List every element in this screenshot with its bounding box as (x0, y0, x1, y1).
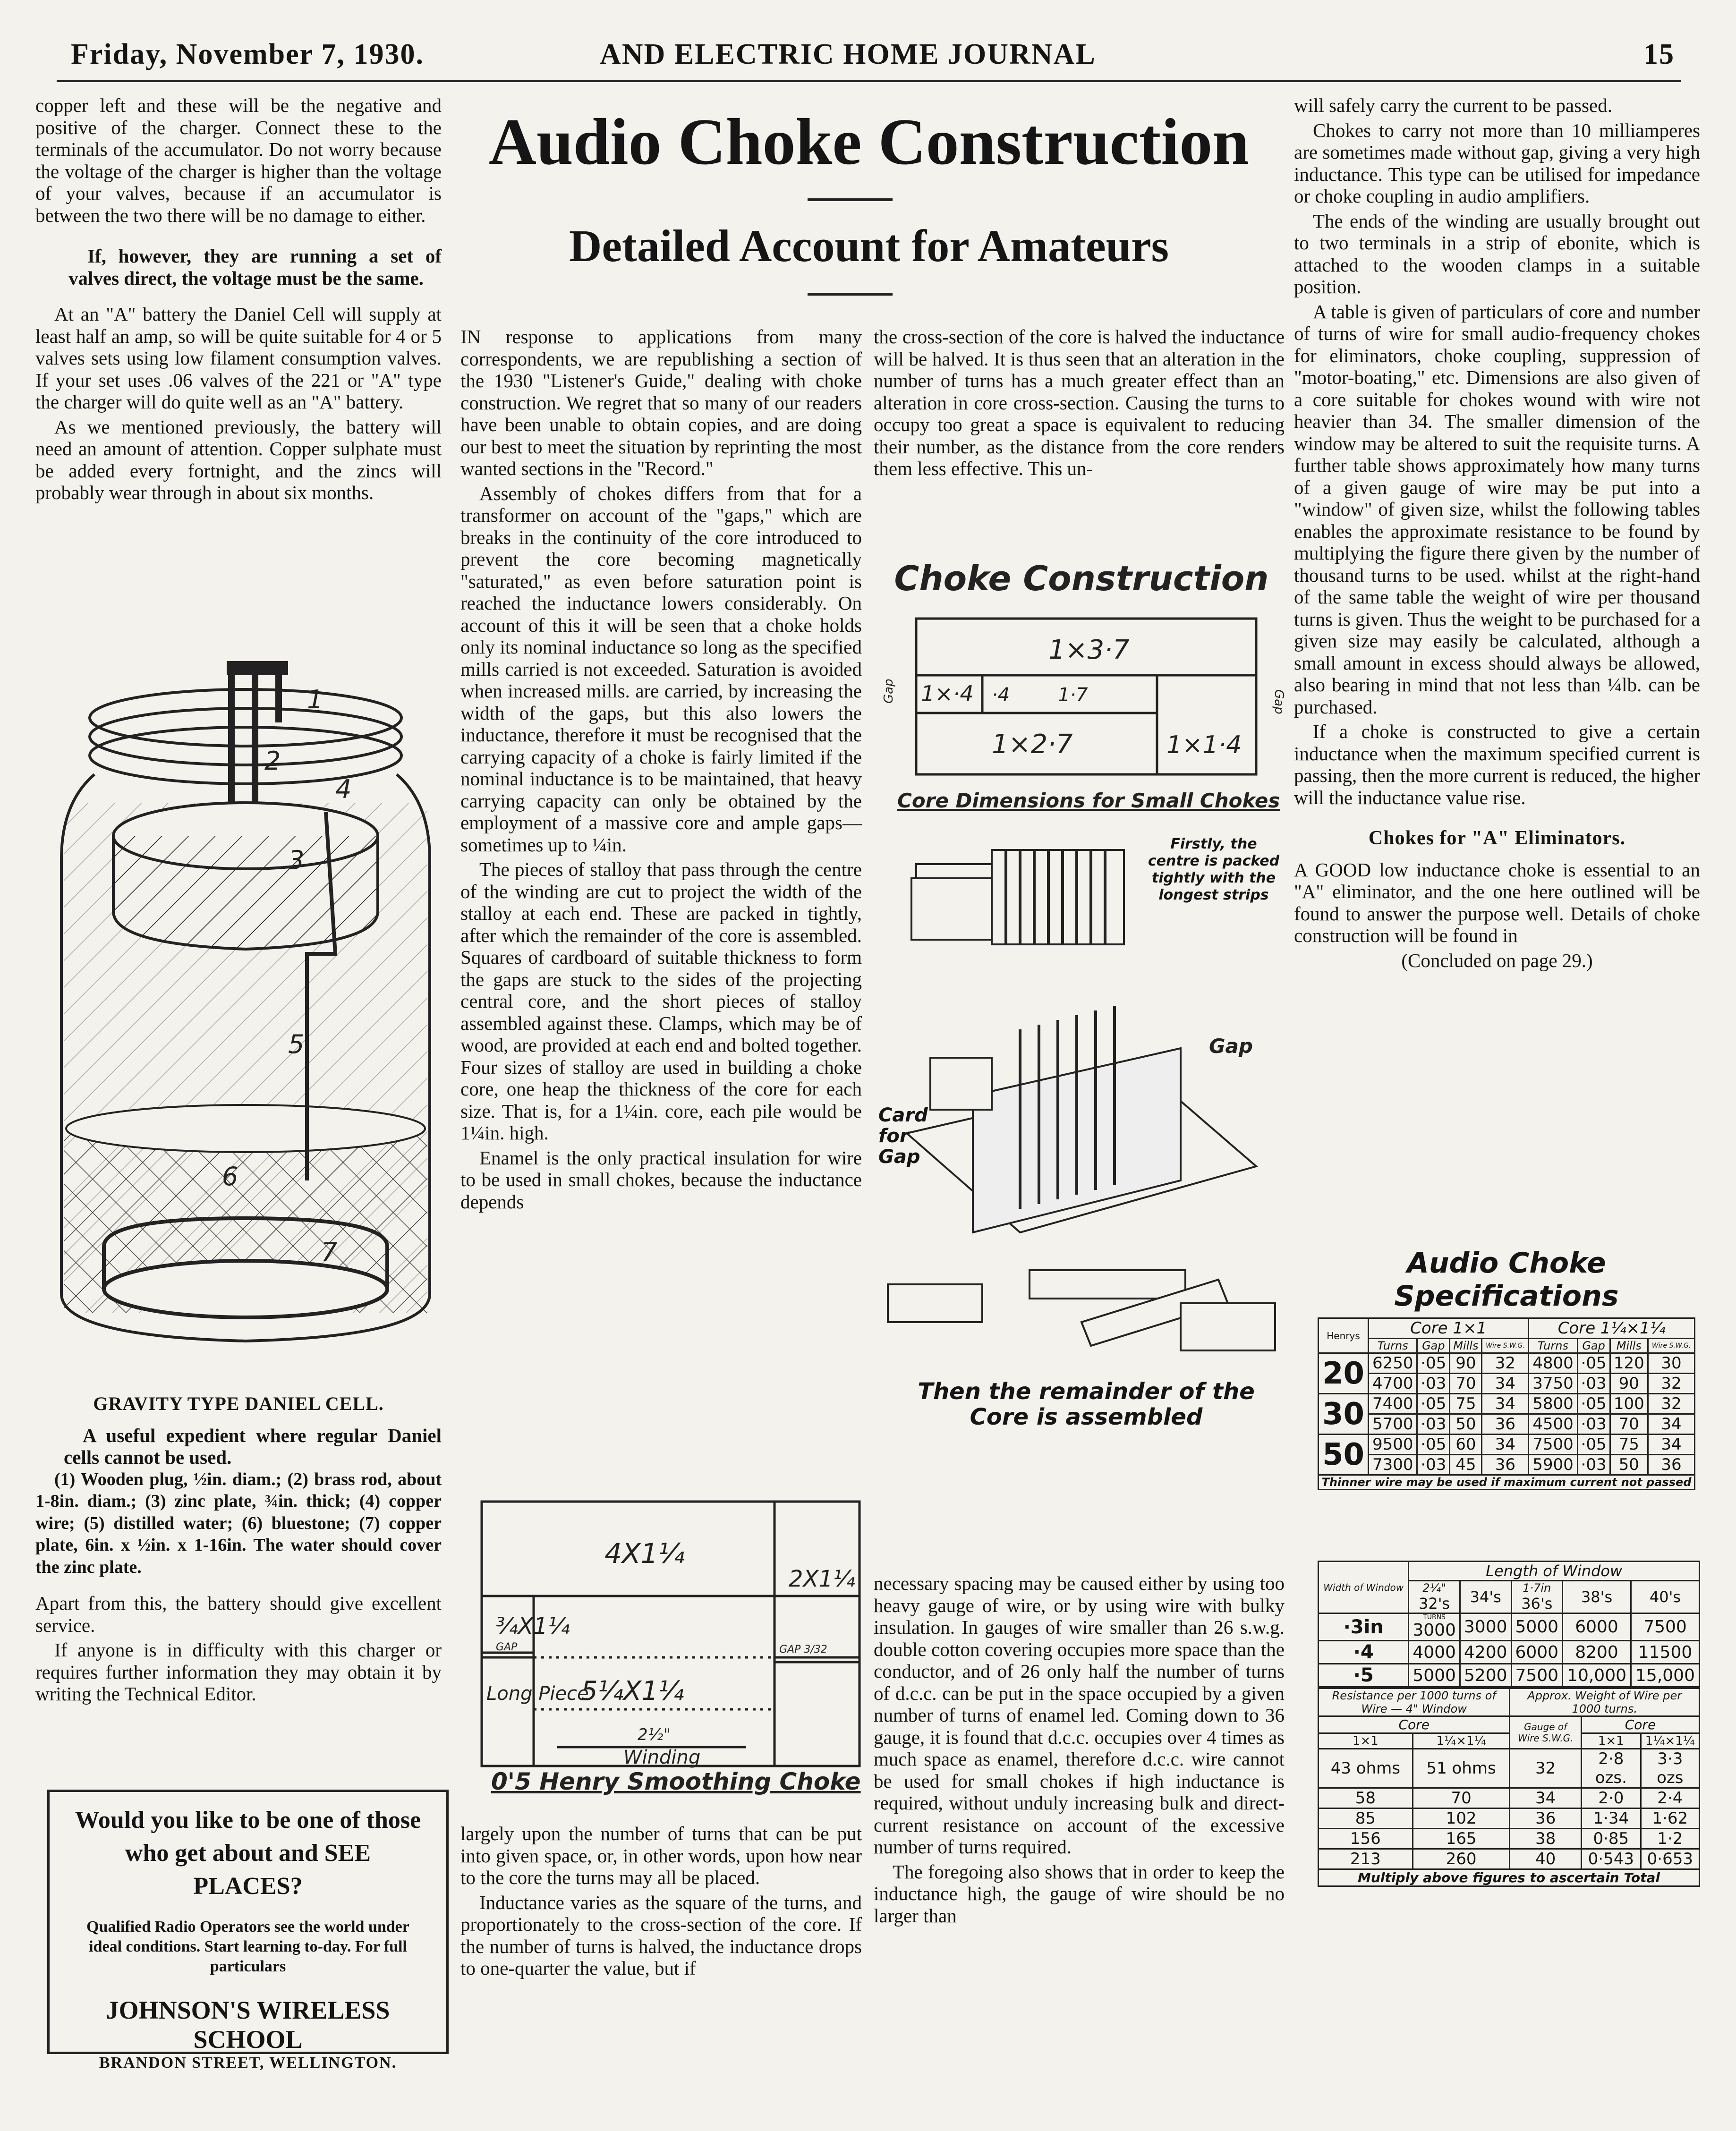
ad-headline: Would you like to be one of those who get about and SEE PLACES? (75, 1807, 421, 1900)
article-col2-p3: The foregoing also shows that in order to keep the inductance high, the gauge of wire should be no larger than (874, 1860, 1285, 1927)
smooth-caption: 0'5 Henry Smoothing Choke (491, 1768, 861, 1795)
spec-cell: 50 (1450, 1414, 1482, 1435)
resistance-cell: 1·62 (1641, 1808, 1699, 1829)
spec-row (1319, 1353, 1695, 1374)
left-paragraph-2: At an "A" battery the Daniel Cell will supply at least half an amp, so will be quite suitable for 4 or 5 valves sets using low filament consumption valves. If your set uses .06 valves of the 221 or "A" type the charger will do quite well as an "A" battery. (35, 303, 442, 413)
spec-cell: 7300 (1369, 1455, 1417, 1475)
spec-cell: 120 (1610, 1353, 1648, 1374)
spec-core-a-header: Core 1×1 (1369, 1318, 1529, 1339)
smooth-right-dim: 2X1¼ (789, 1566, 855, 1592)
spec-row (1319, 1455, 1695, 1475)
window-cell: 8200 (1563, 1641, 1631, 1664)
smooth-top-dim: 4X1¼ (604, 1537, 685, 1570)
smooth-center-dim: 5¼X1¼ (581, 1676, 684, 1706)
spec-cell: 70 (1610, 1414, 1648, 1435)
spec-col: Gap (1417, 1339, 1450, 1353)
turns-label: TURNS (1423, 1613, 1446, 1621)
spec-core-b-header: Core 1¼×1¼ (1529, 1318, 1695, 1339)
resistance-cell: 38 (1510, 1829, 1581, 1849)
res-core-header: Core (1319, 1716, 1510, 1733)
window-cell: 10,000 (1563, 1664, 1631, 1687)
gap-label-2: Gap (1209, 1035, 1253, 1058)
resistance-cell: 34 (1510, 1788, 1581, 1808)
core-gap-dim: ·4 (992, 684, 1010, 706)
resistance-cell: 85 (1319, 1808, 1413, 1829)
spec-cell: 7400 (1369, 1394, 1417, 1414)
core-gap-right: Gap (1272, 689, 1286, 714)
ad-school-name: JOHNSON'S WIRELESS SCHOOL (106, 1996, 390, 2054)
a-eliminators-heading: Chokes for "A" Eliminators. (1368, 827, 1626, 849)
resistance-cell: 70 (1413, 1788, 1510, 1808)
article-col3-p2: Chokes to carry not more than 10 milliamperes are sometimes made without gap, giving a very high inductance. This type can be utilised for impedance or choke coupling in audio amplifiers. (1294, 119, 1700, 207)
jar-label-4: 4 (335, 774, 352, 804)
resistance-row (1319, 1829, 1700, 1849)
concluded-note: (Concluded on page 29.) (1401, 949, 1593, 971)
window-cell: 6000 (1511, 1641, 1563, 1664)
spec-row (1319, 1374, 1695, 1394)
window-cell: 4000 (1409, 1641, 1460, 1664)
spec-footnote: Thinner wire may be used if maximum current not passed (1318, 1476, 1695, 1490)
spec-col: Wire S.W.G. (1648, 1339, 1695, 1353)
spec-col: Wire S.W.G. (1482, 1339, 1529, 1353)
spec-cell: ·05 (1417, 1435, 1450, 1455)
resistance-row (1319, 1749, 1700, 1788)
window-table-body (1319, 1613, 1700, 1687)
core-small-piece: 1×·4 (921, 681, 974, 706)
spec-cell: 90 (1450, 1353, 1482, 1374)
spec-cell: 60 (1450, 1435, 1482, 1455)
window-cell: 3000 (1460, 1613, 1511, 1641)
spec-row (1319, 1414, 1695, 1435)
spec-table-body (1319, 1353, 1695, 1475)
article-column-1 (460, 326, 862, 1215)
spec-cell: ·05 (1417, 1394, 1450, 1414)
resistance-cell: 1·34 (1581, 1808, 1641, 1829)
window-width: ·5 (1319, 1664, 1409, 1687)
spec-cell: 9500 (1369, 1435, 1417, 1455)
spec-cell: 50 (1610, 1455, 1648, 1475)
resistance-cell: 213 (1319, 1849, 1413, 1869)
spec-henrys: 20 (1319, 1353, 1369, 1394)
article-col1-p4: Enamel is the only practical insulation for wire to be used in small chokes, because the inductance depends (460, 1146, 862, 1213)
smooth-gap-left: GAP (496, 1641, 518, 1653)
then-remainder-caption: Then the remainder of the Core is assembled (918, 1378, 1255, 1430)
gauge-32: 32's (1419, 1595, 1450, 1613)
jar-label-3: 3 (288, 845, 305, 875)
core-gap-left: Gap (882, 679, 896, 704)
left-paragraph-5: If anyone is in difficulty with this charger or requires further information they may obtain it by writing the Technical Editor. (35, 1639, 442, 1705)
spec-cell: 32 (1648, 1374, 1695, 1394)
resistance-cell: 0·653 (1641, 1849, 1699, 1869)
window-gauge: 34's (1460, 1581, 1511, 1613)
header-date: Friday, November 7, 1930. (71, 38, 425, 70)
resistance-cell: 0·85 (1581, 1829, 1641, 1849)
window-cell: 5000 (1511, 1613, 1563, 1641)
resistance-cell: 156 (1319, 1829, 1413, 1849)
window-title: Length of Window (1409, 1562, 1700, 1581)
left-intro: copper left and these will be the negative and positive of the charger. Connect these to the terminals of the accumulator. Do not worry because the voltage of the charger is higher than the voltage of your valves, because if an accumulator is between the two there will be no damage to either. (35, 94, 442, 226)
resistance-row (1319, 1788, 1700, 1808)
jar-label-5: 5 (288, 1029, 305, 1059)
article-col2-p2: necessary spacing may be caused either by using too heavy gauge of wire, or by using wire with bulky insulation. In gauges of wire smaller than 26 s.w.g. double cotton covering occupies more space than the conductor, and of 26 only half the number of turns of d.c.c. can be put in the space occupied by a given number of turns of enamel led. Coming down to 36 gauge, it is found that d.c.c. occupies over 4 times as much space as enamel, therefore d.c.c. wire cannot be used for small chokes if high inductance is required, without unduly increasing bulk and direct-current resistance on account of the excessive number of turns required. (874, 1572, 1285, 1858)
spec-henrys: 30 (1319, 1394, 1369, 1435)
window-width: ·3in (1319, 1613, 1409, 1641)
spec-cell: ·03 (1577, 1455, 1610, 1475)
resistance-cell: 102 (1413, 1808, 1510, 1829)
wt-core-header: Core (1581, 1716, 1699, 1733)
window-cell: 5200 (1460, 1664, 1511, 1687)
header-page-number: 15 (1643, 38, 1675, 70)
res-gauge-header: Gauge of Wire S.W.G. (1510, 1716, 1581, 1749)
spec-cell: 30 (1648, 1353, 1695, 1374)
zinc-plate (113, 803, 378, 949)
title-rule-1 (808, 198, 893, 201)
window-width-header: Width of Window (1319, 1562, 1409, 1613)
smooth-gap-right: GAP 3/32 (779, 1644, 827, 1656)
resistance-cell: 32 (1510, 1749, 1581, 1788)
spec-cell: ·03 (1417, 1414, 1450, 1435)
spec-col: Mills (1450, 1339, 1482, 1353)
resistance-cell: 1·2 (1641, 1829, 1699, 1849)
firstly-note: Firstly, the centre is packed tightly with the longest strips (1148, 836, 1280, 903)
ad-address: BRANDON STREET, WELLINGTON. (99, 2054, 397, 2072)
weight-label: Approx. Weight of Wire per 1000 turns. (1510, 1689, 1700, 1716)
coil-first-stage (911, 850, 1124, 944)
window-row (1319, 1613, 1700, 1641)
left-bold-note: If, however, they are running a set of valves direct, the voltage must be the same. (68, 245, 442, 289)
spec-cell: 34 (1482, 1374, 1529, 1394)
res-sub: 1×1 (1581, 1733, 1641, 1749)
spec-cell: 75 (1450, 1394, 1482, 1414)
spec-cell: 4800 (1529, 1353, 1577, 1374)
jar-label-2: 2 (264, 746, 281, 776)
article-col1-p2: Assembly of chokes differs from that for a transformer on account of the "gaps," which are breaks in the continuity of the core introduced to prevent the core becoming magnetically "saturated," as even before saturation point is reached the inductance lowers considerably. On account of this it will be seen that a choke holds only its nominal inductance so long as the specified mills carried is not exceeded. Saturation is avoided when increased mills. are carried, by increasing the width of the gaps, but this also lowers the inductance, therefore it must be recognised that the carrying capacity of a choke is fairly limited if the nominal inductance is to be maintained, that heavy carrying capacity can only be obtained by the employment of a massive core and ample gaps—sometimes up to ¼in. (460, 482, 862, 856)
article-col3-p3: The ends of the winding are usually brought out to two terminals in a strip of ebonite, which is attached to the wooden clamps in a suitable position. (1294, 210, 1700, 297)
window-cell: 4200 (1460, 1641, 1511, 1664)
spec-table (1318, 1317, 1695, 1476)
spec-cell: 4700 (1369, 1374, 1417, 1394)
resistance-cell: 0·543 (1581, 1849, 1641, 1869)
spec-cell: 5900 (1529, 1455, 1577, 1475)
article-col3-p4: A table is given of particulars of core and number of turns of wire for small audio-frequency chokes for eliminators, choke coupling, suppression of "motor-boating," etc. Dimensions are also given of a core suitable for chokes wound with wire not heavier than 34. The smaller dimension of the window may be altered to suit the requisite turns. A further table shows approximately how many turns of a given gauge of wire may be put into a "window" of given size, whilst the following tables enables the approximate resistance to be found by multiplying the figure there given by the number of thousand turns to be used. whilst at the right-hand of the same table the weight of wire per thousand turns is given. Thus the weight to be purchased for a given size may easily be calculated, although a small amount in excess should always be allowed, also bearing in mind that not less than ¼lb. can be purchased. (1294, 300, 1700, 718)
window-cell: 7500 (1511, 1664, 1563, 1687)
spec-col: Turns (1529, 1339, 1577, 1353)
audio-choke-specifications (1318, 1247, 1695, 1490)
window-gauge (1409, 1581, 1460, 1613)
left-column-bottom (35, 1393, 442, 1708)
spec-row (1319, 1435, 1695, 1455)
article-col2-p1: the cross-section of the core is halved the inductance will be halved. It is thus seen that an alteration in the number of turns has a much greater effect than an alteration in core cross-section. Causing the turns to occupy too great a space is equivalent to reducing their number, as the distance from the core renders them less effective. This un- (874, 326, 1285, 479)
article-title: Audio Choke Construction (488, 105, 1250, 178)
jar-label-7: 7 (321, 1237, 338, 1267)
spec-row (1319, 1394, 1695, 1414)
resistance-cell: 40 (1510, 1849, 1581, 1869)
window-cell: 6000 (1563, 1613, 1631, 1641)
resistance-cell: 43 ohms (1319, 1749, 1413, 1788)
spec-cell: 32 (1648, 1394, 1695, 1414)
article-col1-p3: The pieces of stalloy that pass through the centre of the winding are cut to project the width of the stalloy at each end. These are packed in tightly, after which the remainder of the core is assembled. Squares of cardboard of suitable thickness to form the gaps are stuck to the sides of the projecting central core, and the short pieces of stalloy assembled against these. Clamps, which may be of wood, are provided at each end and bolted together. Four sizes of stalloy are used in building a choke core, one heap the thickness of the core for each size. That is, for a 1¼in. core, each pile would be 1¼in. high. (460, 858, 862, 1144)
smooth-winding-label: Winding (623, 1747, 701, 1768)
spec-henrys: 50 (1319, 1435, 1369, 1475)
spec-cell: 36 (1648, 1455, 1695, 1475)
spec-cell: 34 (1648, 1435, 1695, 1455)
spec-cell: 32 (1482, 1353, 1529, 1374)
window-length-table (1318, 1561, 1700, 1887)
article-column-2-top (874, 326, 1285, 483)
spec-cell: ·05 (1417, 1353, 1450, 1374)
article-col3-p5: If a choke is constructed to give a certain inductance when the maximum specified current is passing, then the more current is reduced, the higher will the inductance value rise. (1294, 721, 1700, 808)
resistance-row (1319, 1808, 1700, 1829)
choke-construction-figure (878, 557, 1285, 1502)
header-journal: AND ELECTRIC HOME JOURNAL (600, 38, 1096, 70)
window-gauge: 40's (1631, 1581, 1700, 1613)
jar-label-1: 1 (307, 685, 323, 714)
article-column-2-bottom (874, 1572, 1285, 1929)
resistance-table-body (1319, 1749, 1700, 1869)
core-dimensions-caption: Core Dimensions for Small Chokes (897, 789, 1280, 812)
window-len-a: 2¼" (1422, 1581, 1446, 1595)
card-for-gap-label: Card for Gap (878, 1104, 928, 1168)
spec-cell: ·03 (1417, 1374, 1450, 1394)
window-gauge: 38's (1563, 1581, 1631, 1613)
wooden-plug-icon (227, 661, 288, 675)
core-right-bar: 1×1·4 (1166, 731, 1242, 759)
spec-table-title: Audio Choke Specifications (1394, 1247, 1619, 1313)
resistance-cell: 2·0 (1581, 1788, 1641, 1808)
window-footnote: Multiply above figures to ascertain Total (1318, 1870, 1700, 1887)
jar-figure-caption: A useful expedient where regular Daniel cells cannot be used. (64, 1424, 442, 1468)
smooth-left-dim: ¾X1¼ (496, 1613, 570, 1639)
article-column-3 (1294, 94, 1700, 971)
title-rule-2 (808, 293, 893, 296)
daniel-cell-figure (43, 661, 449, 1388)
article-col1-p5: largely upon the number of turns that can be put into given space, or, in other words, upon how near to the core the turns may all be placed. (460, 1823, 862, 1888)
spec-cell: 45 (1450, 1455, 1482, 1475)
spec-cell: 100 (1610, 1394, 1648, 1414)
window-cell: 11500 (1631, 1641, 1700, 1664)
spec-col: Turns (1369, 1339, 1417, 1353)
resistance-cell: 2·8 ozs. (1581, 1749, 1641, 1788)
window-cell: 7500 (1631, 1613, 1700, 1641)
spec-cell: 90 (1610, 1374, 1648, 1394)
jar-figure-parts: (1) Wooden plug, ½in. diam.; (2) brass rod, about 1-8in. diam.; (3) zinc plate, ¾in. thick; (4) copper wire; (5) distilled water; (6) bluestone; (7) copper plate, 6in. x ½in. x 1-16in. The water should cover the zinc plate. (35, 1469, 442, 1577)
core-top-bar: 1×3·7 (1048, 635, 1130, 665)
spec-cell: 75 (1610, 1435, 1648, 1455)
spec-cell: ·05 (1577, 1435, 1610, 1455)
spec-col: Gap (1577, 1339, 1610, 1353)
window-gauge (1511, 1581, 1563, 1613)
resistance-cell: 51 ohms (1413, 1749, 1510, 1788)
loose-strips (888, 1270, 1275, 1350)
spec-cell: 4500 (1529, 1414, 1577, 1435)
johnsons-wireless-school-ad (47, 1790, 449, 2072)
article-subtitle: Detailed Account for Amateurs (569, 221, 1169, 271)
spec-cell: 70 (1450, 1374, 1482, 1394)
resistance-cell: 2·4 (1641, 1788, 1699, 1808)
page-header (57, 33, 1681, 82)
spec-cell: 3750 (1529, 1374, 1577, 1394)
core-bottom-bar: 1×2·7 (992, 729, 1073, 760)
spec-cell: ·03 (1577, 1414, 1610, 1435)
window-len-b: 1·7in (1523, 1581, 1551, 1595)
article-col1-p1: IN response to applications from many correspondents, we are republishing a section of the 1930 "Listener's Guide," dealing with choke construction. We regret that so many of our readers have been unable to obtain copies, and are doing our best to meet the situation by reprinting the most wanted sections in the "Record." (460, 326, 862, 479)
resistance-cell: 58 (1319, 1788, 1413, 1808)
gauge-36: 36's (1521, 1595, 1553, 1613)
smooth-long-piece: Long Piece (486, 1683, 589, 1705)
spec-col: Mills (1610, 1339, 1648, 1353)
spec-cell: 34 (1482, 1394, 1529, 1414)
spec-cell: ·03 (1577, 1374, 1610, 1394)
spec-henrys-header: Henrys (1319, 1318, 1369, 1353)
left-column-top (35, 94, 442, 507)
spec-cell: 36 (1482, 1455, 1529, 1475)
ad-body: Qualified Radio Operators see the world under ideal conditions. Start learning to-day. For full particulars (86, 1918, 409, 1975)
resistance-row (1319, 1849, 1700, 1869)
resistance-table (1318, 1688, 1700, 1870)
jar-label-6: 6 (222, 1162, 238, 1191)
res-sub: 1×1 (1319, 1733, 1413, 1749)
spec-cell: 34 (1482, 1435, 1529, 1455)
window-row (1319, 1664, 1700, 1687)
spec-cell: 6250 (1369, 1353, 1417, 1374)
spec-cell: ·05 (1577, 1353, 1610, 1374)
window-cell: TURNS 3000 (1409, 1613, 1460, 1641)
window-row (1319, 1641, 1700, 1664)
spec-cell: 5700 (1369, 1414, 1417, 1435)
window-cell: 15,000 (1631, 1664, 1700, 1687)
resistance-cell: 3·3 ozs (1641, 1749, 1699, 1788)
spec-cell: ·05 (1577, 1394, 1610, 1414)
water-surface (66, 1105, 425, 1152)
spec-cell: ·03 (1417, 1455, 1450, 1475)
spec-cell: 5800 (1529, 1394, 1577, 1414)
res-sub: 1¼×1¼ (1641, 1733, 1699, 1749)
article-col1-p6: Inductance varies as the square of the turns, and proportionately to the cross-section of the core. If the number of turns is halved, the inductance drops to one-quarter the value, but if (460, 1891, 862, 1979)
article-col3-p1: will safely carry the current to be passed. (1294, 94, 1612, 116)
choke-fig-title: Choke Construction (894, 559, 1269, 598)
resistance-label: Resistance per 1000 turns of Wire — 4" Window (1319, 1689, 1510, 1716)
spec-cell: 36 (1482, 1414, 1529, 1435)
left-paragraph-3: As we mentioned previously, the battery will need an amount of attention. Copper sulphate must be added every fortnight, and the zincs will probably wear through in about six months. (35, 416, 442, 503)
resistance-cell: 260 (1413, 1849, 1510, 1869)
resistance-cell: 36 (1510, 1808, 1581, 1829)
res-sub: 1¼×1¼ (1413, 1733, 1510, 1749)
core-mid-dim: 1·7 (1058, 684, 1088, 706)
coil-second-stage (907, 1006, 1256, 1232)
spec-cell: 7500 (1529, 1435, 1577, 1455)
smoothing-choke-figure (482, 1502, 859, 1794)
spec-cell: 34 (1648, 1414, 1695, 1435)
article-col3-p6: A GOOD low inductance choke is essential to an "A" eliminator, and the one here outlined will be found to answer the purpose well. Details of choke construction will be found in (1294, 858, 1700, 946)
article-column-1-bottom (460, 1823, 862, 1982)
window-width: ·4 (1319, 1641, 1409, 1664)
left-paragraph-4: Apart from this, the battery should give excellent service. (35, 1592, 442, 1636)
smooth-winding-dim: 2½" (638, 1725, 671, 1744)
window-table (1318, 1561, 1700, 1688)
resistance-cell: 165 (1413, 1829, 1510, 1849)
window-cell: 5000 (1409, 1664, 1460, 1687)
jar-figure-title: GRAVITY TYPE DANIEL CELL. (93, 1393, 384, 1414)
